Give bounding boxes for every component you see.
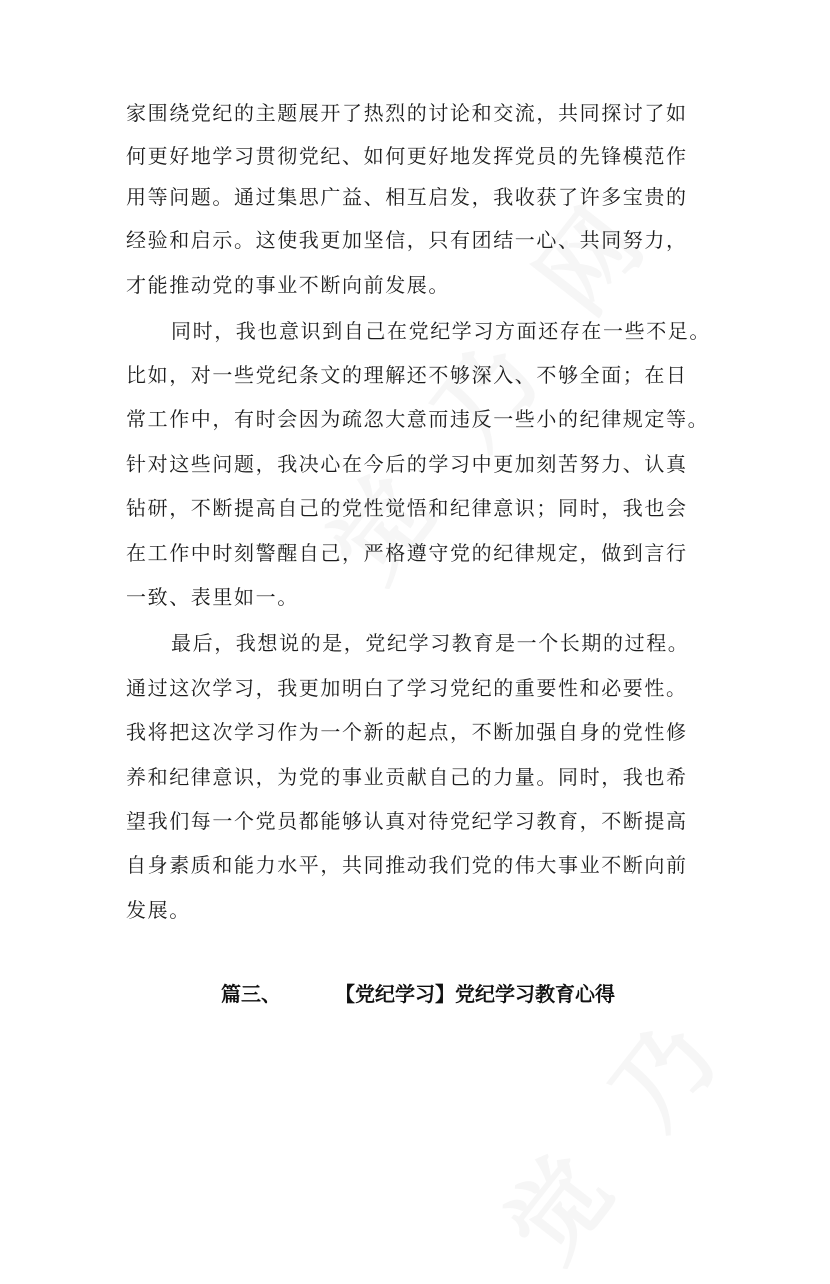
section-number: 篇三、 [221, 982, 281, 1006]
paragraph-line: 家围绕党纪的主题展开了热烈的讨论和交流，共同探讨了如 [126, 101, 688, 125]
paragraph-line: 发展。 [126, 898, 191, 922]
paragraph-line: 比如，对一些党纪条文的理解还不够深入、不够全面；在日 [126, 363, 688, 387]
paragraph-line: 自身素质和能力水平，共同推动我们党的伟大事业不断向前 [126, 853, 688, 877]
paragraph-line: 经验和启示。这使我更加坚信，只有团结一心、共同努力， [126, 228, 688, 252]
paragraph-first-line: 最后，我想说的是，党纪学习教育是一个长期的过程。 [171, 631, 690, 655]
paragraph-line: 通过这次学习，我更加明白了学习党纪的重要性和必要性。 [126, 676, 688, 700]
paragraph-first-line: 同时，我也意识到自己在党纪学习方面还存在一些不足。 [171, 319, 711, 343]
paragraph-line: 钻研，不断提高自己的党性觉悟和纪律意识；同时，我也会 [126, 496, 688, 520]
watermark-bottom-icon [470, 975, 754, 1284]
paragraph-line: 何更好地学习贯彻党纪、如何更好地发挥党员的先锋模范作 [126, 144, 688, 168]
paragraph-line: 针对这些问题，我决心在今后的学习中更加刻苦努力、认真 [126, 452, 688, 476]
paragraph-line: 养和纪律意识，为党的事业贡献自己的力量。同时，我也希 [126, 765, 688, 789]
section-title: 【党纪学习】党纪学习教育心得 [335, 982, 615, 1006]
paragraph-line: 常工作中，有时会因为疏忽大意而违反一些小的纪律规定等。 [126, 407, 710, 431]
paragraph-line: 在工作中时刻警醒自己，严格遵守党的纪律规定，做到言行 [126, 541, 688, 565]
paragraph-line: 我将把这次学习作为一个新的起点，不断加强自身的党性修 [126, 720, 688, 744]
section-heading [221, 980, 615, 1008]
paragraph-line: 用等问题。通过集思广益、相互启发，我收获了许多宝贵的 [126, 185, 688, 209]
paragraph-line: 才能推动党的事业不断向前发展。 [126, 273, 450, 297]
paragraph-line: 望我们每一个党员都能够认真对待党纪学习教育，不断提高 [126, 809, 688, 833]
paragraph-line: 一致、表里如一。 [126, 585, 299, 609]
